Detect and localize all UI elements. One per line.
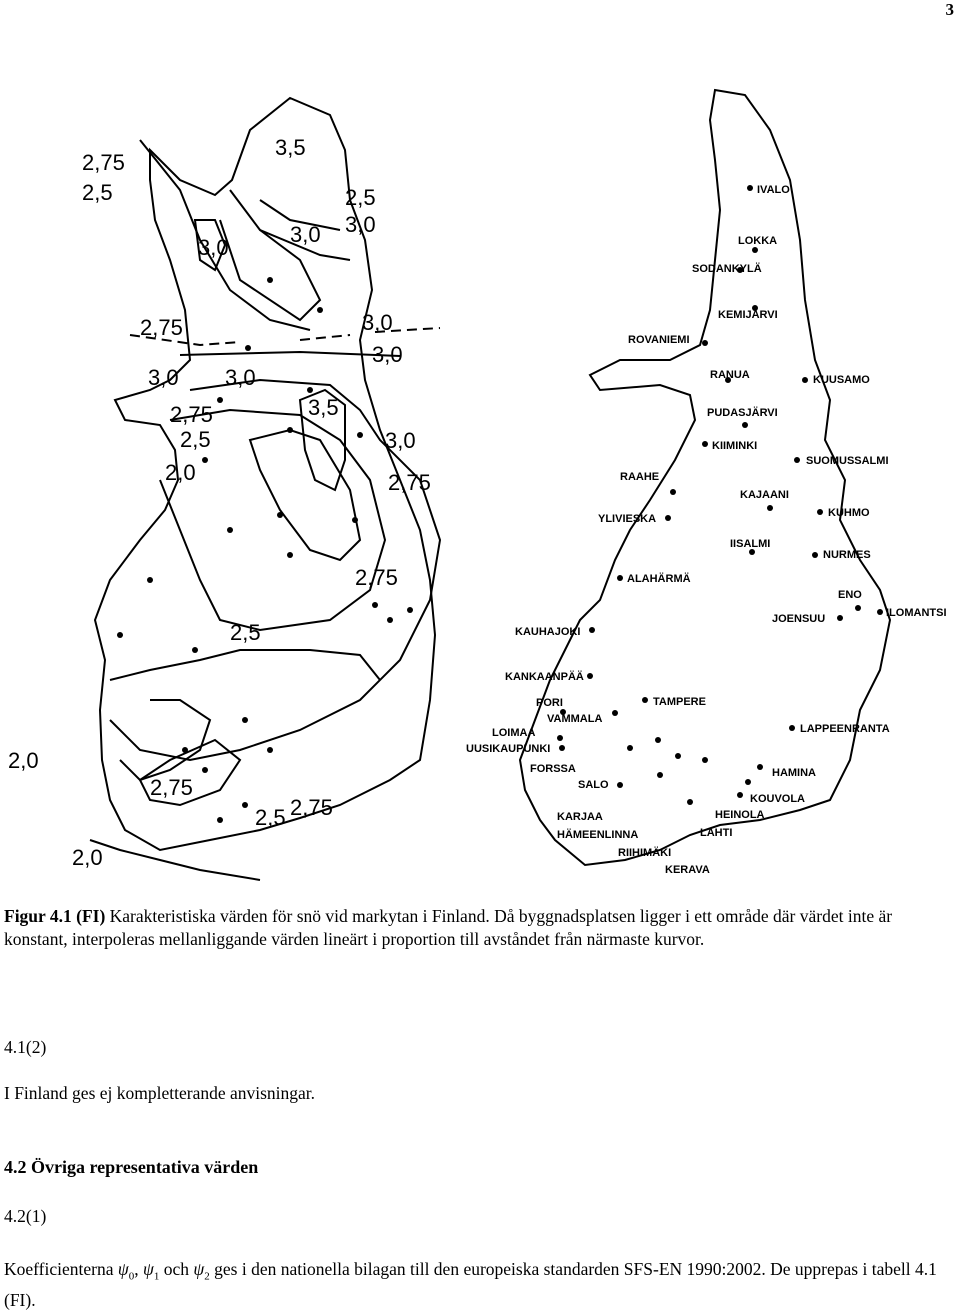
text-run: Koefficienterna bbox=[4, 1259, 118, 1279]
city-label: RANUA bbox=[710, 369, 750, 381]
isoline-label: 2,75 bbox=[170, 402, 213, 427]
isoline-south-4 bbox=[120, 700, 210, 780]
city-label: LAPPEENRANTA bbox=[800, 723, 890, 735]
isoline-label: 2,75 bbox=[82, 150, 125, 175]
city-label: IVALO bbox=[757, 184, 790, 196]
right-finland-outline bbox=[520, 90, 890, 865]
isoline-south-3 bbox=[110, 650, 380, 680]
isoline-label: 2,75 bbox=[290, 795, 333, 820]
city-label: LOIMAA bbox=[492, 727, 536, 739]
figure-caption bbox=[4, 905, 956, 951]
caption-text: Karakteristiska värden för snö vid markytan i Finland. Då byggnadsplatsen ligger i ett område där värdet inte är konstant, interpoleras mellanliggande värden lineärt i proportion till avståndet från närmaste kurvor. bbox=[4, 906, 893, 949]
isoline-label: 2,5 bbox=[345, 185, 376, 210]
isoline-label: 3,0 bbox=[362, 310, 393, 335]
subscript: 2 bbox=[204, 1270, 210, 1283]
city-label: PORI bbox=[536, 697, 563, 709]
city-label: KAJAANI bbox=[740, 489, 789, 501]
city-label: IISALMI bbox=[730, 538, 771, 550]
psi-symbol: ψ bbox=[117, 1259, 129, 1279]
text-run: och bbox=[159, 1259, 194, 1279]
city-label: LOKKA bbox=[738, 235, 778, 247]
right-map bbox=[520, 90, 890, 865]
isoline-label: 3,5 bbox=[275, 135, 306, 160]
city-label: KAUHAJOKI bbox=[515, 626, 581, 638]
city-label: ALAHÄRMÄ bbox=[627, 573, 691, 585]
maps-svg bbox=[0, 60, 960, 900]
isoline-label: 3,0 bbox=[148, 365, 179, 390]
page-number: 3 bbox=[945, 0, 954, 19]
isoline-label: 2,75 bbox=[355, 565, 398, 590]
city-label: RIIHIMÄKI bbox=[618, 847, 672, 859]
clause-text bbox=[4, 1258, 956, 1312]
city-label: SUOMUSSALMI bbox=[806, 455, 889, 467]
isoline-label: 3,0 bbox=[372, 342, 403, 367]
right-map-city-dots bbox=[557, 185, 883, 805]
isoline-label: 3,0 bbox=[225, 365, 256, 390]
city-label: KARJAA bbox=[557, 811, 603, 823]
isoline-label: 3,5 bbox=[308, 395, 339, 420]
clause-text: I Finland ges ej kompletterande anvisningar. bbox=[4, 1083, 316, 1103]
isoline-label: 2,5 bbox=[180, 427, 211, 452]
city-label: YLIVIESKA bbox=[598, 513, 657, 525]
city-label: RAAHE bbox=[620, 471, 660, 483]
isoline-label: 2,0 bbox=[165, 460, 196, 485]
section-heading: 4.2 Övriga representativa värden bbox=[4, 1157, 259, 1177]
isoline-label: 3,0 bbox=[345, 212, 376, 237]
isoline-30-line bbox=[180, 352, 400, 356]
right-map-city-labels bbox=[466, 184, 947, 876]
subscript: 1 bbox=[153, 1270, 160, 1283]
isoline-label: 2,5 bbox=[230, 620, 261, 645]
clause-number: 4.1(2) bbox=[4, 1037, 47, 1057]
city-label: HAMINA bbox=[772, 767, 816, 779]
city-label: ILOMANTSI bbox=[886, 607, 947, 619]
isoline-label: 2,75 bbox=[388, 470, 431, 495]
city-label: LAHTI bbox=[700, 827, 733, 839]
city-label: KUHMO bbox=[828, 507, 870, 519]
city-label: KUUSAMO bbox=[813, 374, 870, 386]
city-label: ROVANIEMI bbox=[628, 334, 690, 346]
left-finland-outline bbox=[95, 98, 435, 850]
snow-load-maps bbox=[0, 60, 960, 900]
city-label: TAMPERE bbox=[653, 696, 706, 708]
isoline-label: 2,5 bbox=[255, 805, 286, 830]
isoline-label: 2,75 bbox=[150, 775, 193, 800]
city-label: UUSIKAUPUNKI bbox=[466, 743, 551, 755]
city-label: NURMES bbox=[823, 549, 871, 561]
city-label: VAMMALA bbox=[547, 713, 603, 725]
city-label: SODANKYLÄ bbox=[692, 263, 762, 275]
text-run: ges i den nationella bilagan till den europeiska standarden SFS-EN 1990:2002. De upprepas i tabell 4.1 (FI). bbox=[4, 1259, 937, 1310]
isoline-label: 2,0 bbox=[8, 748, 39, 773]
isoline-label: 3,0 bbox=[385, 428, 416, 453]
city-label: PUDASJÄRVI bbox=[707, 407, 778, 419]
left-map-isoline-labels bbox=[8, 135, 431, 870]
city-label: SALO bbox=[578, 779, 609, 791]
psi-symbol: ψ bbox=[142, 1259, 154, 1279]
psi-symbol: ψ bbox=[193, 1259, 205, 1279]
city-label: HÄMEENLINNA bbox=[557, 829, 639, 841]
city-label: HEINOLA bbox=[715, 809, 765, 821]
text-run: , bbox=[134, 1259, 143, 1279]
isoline-label: 2,75 bbox=[140, 315, 183, 340]
isoline-label: 3,0 bbox=[290, 222, 321, 247]
city-label: KERAVA bbox=[665, 864, 710, 876]
clause-number: 4.2(1) bbox=[4, 1206, 47, 1226]
city-label: KIIMINKI bbox=[712, 440, 758, 452]
city-label: KEMIJÄRVI bbox=[718, 309, 778, 321]
subscript: 0 bbox=[128, 1270, 135, 1283]
isoline-label: 2,0 bbox=[72, 845, 103, 870]
isoline-label: 3,0 bbox=[198, 235, 229, 260]
city-label: KOUVOLA bbox=[750, 793, 805, 805]
city-label: JOENSUU bbox=[772, 613, 826, 625]
isoline-label: 2,5 bbox=[82, 180, 113, 205]
caption-label: Figur 4.1 (FI) bbox=[4, 906, 106, 926]
city-label: ENO bbox=[838, 589, 862, 601]
city-label: FORSSA bbox=[530, 763, 576, 775]
city-label: KANKAANPÄÄ bbox=[505, 671, 584, 683]
